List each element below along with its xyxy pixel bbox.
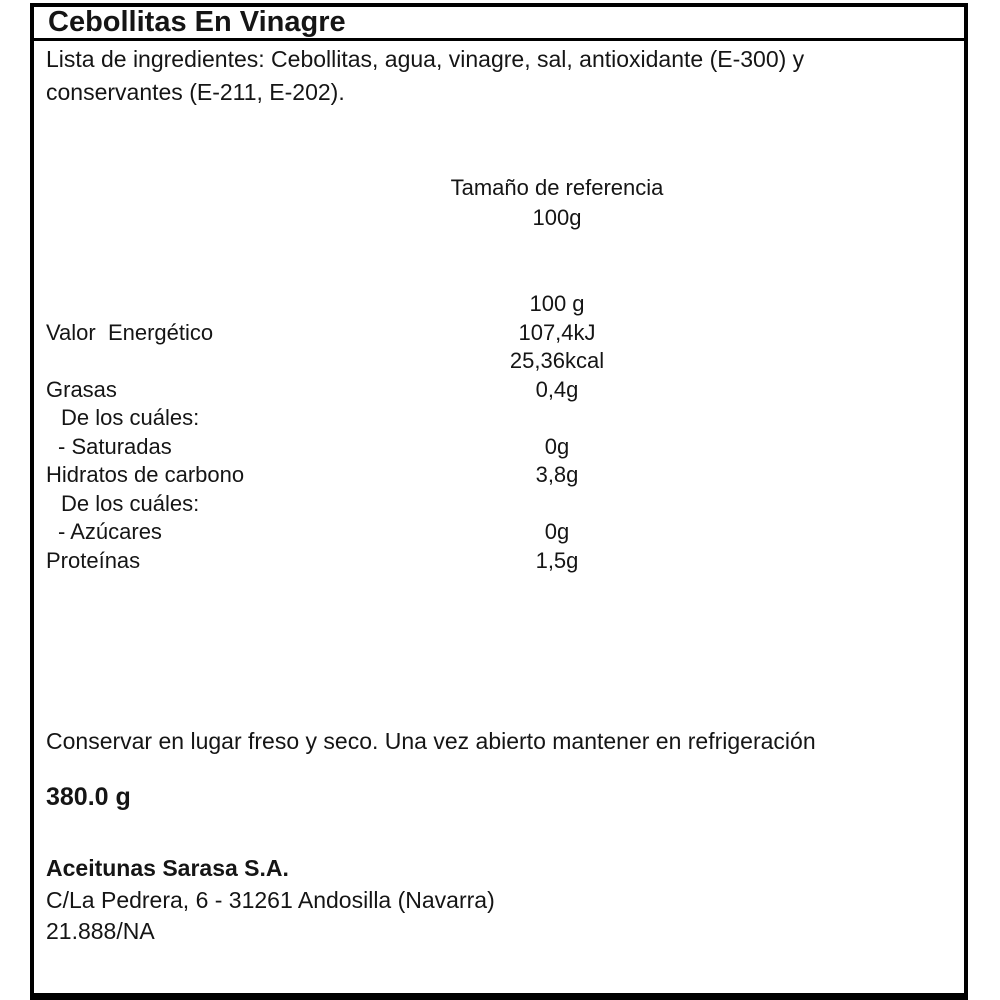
nutrient-value: 1,5g [535,547,579,573]
nutrient-label: Valor Energético [46,319,214,345]
nutrition-row [34,547,964,576]
manufacturer-info [46,853,495,948]
nutrient-label: Grasas [46,376,117,402]
serving-reference-label: Tamaño de referencia [450,175,664,200]
manufacturer-name: Aceitunas Sarasa S.A. [46,855,289,881]
nutrition-row [34,461,964,490]
serving-reference [407,173,707,233]
nutrition-row [34,319,964,348]
nutrient-value: 100 g [529,291,585,316]
nutrient-value: 0g [544,433,570,459]
nutrient-label: - Saturadas [58,433,172,459]
nutrition-row [34,290,964,319]
nutrient-label: De los cuáles: [61,490,200,516]
nutrition-row [34,518,964,547]
nutrient-value: 0g [544,519,570,544]
nutrient-value: 25,36kcal [509,348,605,373]
nutrition-row [34,490,964,519]
registration-number: 21.888/NA [46,918,155,944]
nutrition-row [34,347,964,376]
nutrient-value: 107,4kJ [518,319,596,345]
net-weight: 380.0 g [46,783,131,811]
serving-reference-size: 100g [532,205,582,230]
nutrition-row [34,433,964,462]
nutrient-label: - Azúcares [58,519,162,544]
nutrient-label: De los cuáles: [61,405,200,430]
nutrient-label: Hidratos de carbono [46,462,245,487]
title-divider [34,38,964,41]
storage-instructions: Conservar en lugar freso y seco. Una vez abierto mantener en refrigeración [46,728,816,754]
manufacturer-address: C/La Pedrera, 6 - 31261 Andosilla (Navarra) [46,886,495,913]
product-label-box [30,3,968,1000]
nutrition-table [34,290,964,575]
nutrient-label: Proteínas [46,547,141,573]
nutrient-value: 3,8g [535,462,579,487]
ingredients-text: Lista de ingredientes: Cebollitas, agua, vinagre, sal, antioxidante (E-300) y conservantes (E-211, E-202). [46,46,805,105]
nutrition-row [34,404,964,433]
nutrition-row [34,376,964,405]
nutrient-value: 0,4g [535,376,579,402]
product-title: Cebollitas En Vinagre [48,6,346,38]
